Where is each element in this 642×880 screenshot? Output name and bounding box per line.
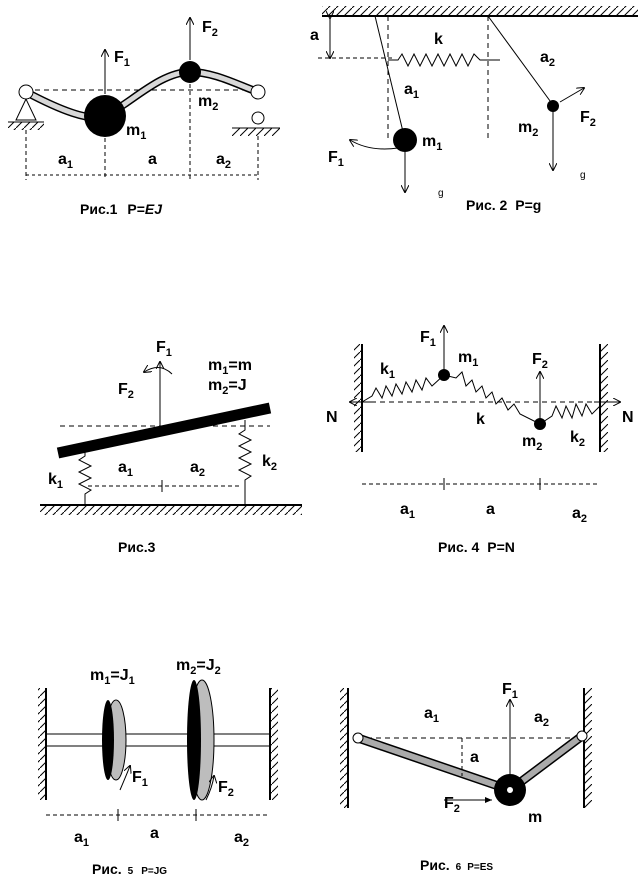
label-F2: $F_2$ [202, 19, 218, 39]
label-k1: $k_1$ [48, 471, 64, 491]
label-m1: $m_1$ [126, 122, 147, 142]
label-g1: g [438, 188, 444, 199]
mass-m2 [534, 418, 546, 430]
mass-m1 [84, 95, 126, 137]
label-m2-eq: $m_2=J$ [208, 377, 247, 397]
label-m: m [528, 809, 543, 826]
label-N-right: N [622, 409, 634, 426]
label-k: k [476, 411, 485, 428]
label-F2: $F_2$ [532, 351, 548, 371]
label-a1: $a_1$ [58, 151, 74, 171]
label-m2: $m_2$ [522, 433, 543, 453]
pendulum-mass-m2 [547, 100, 559, 112]
figure-1 [8, 18, 280, 217]
label-m2: $m_2$ [518, 119, 539, 139]
label-a2: $a_2$ [190, 459, 206, 479]
label-F2: $F_2$ [118, 381, 134, 401]
label-a2: $a_2$ [540, 49, 556, 69]
figure-3 [40, 339, 302, 555]
label-a1: $a_1$ [74, 829, 90, 849]
label-m1-eq: $m_1=m$ [208, 357, 252, 377]
caption-fig3: Рис.3 [118, 539, 156, 555]
label-m1: $m_1$ [458, 349, 479, 369]
label-a: a [148, 151, 157, 168]
label-F2: $F_2$ [218, 779, 234, 799]
label-a2: $a_2$ [534, 709, 550, 729]
disc-1 [102, 700, 126, 780]
label-a: a [150, 825, 159, 842]
label-a2: $a_2$ [216, 151, 232, 171]
label-a: a [310, 27, 319, 44]
spring-k2 [540, 404, 600, 424]
caption-fig6: Рис. 6 P=ES [420, 857, 494, 873]
label-F2: $F_2$ [580, 109, 596, 129]
label-a2: $a_2$ [234, 829, 250, 849]
figure-6 [340, 681, 592, 873]
label-a1: $a_1$ [118, 459, 134, 479]
label-F1: $F_1$ [132, 769, 148, 789]
label-m2-eq: $m_2=J_2$ [176, 657, 221, 677]
mass-m2 [179, 61, 201, 83]
caption-fig2: Рис. 2 P=g [466, 197, 542, 213]
caption-fig1: Рис.1 P=EJ [80, 201, 163, 217]
label-a: a [470, 749, 479, 766]
label-k: k [434, 31, 443, 48]
label-a1: $a_1$ [424, 705, 440, 725]
figure-5 [38, 657, 278, 877]
spring-k1 [362, 375, 444, 402]
label-a1: $a_1$ [404, 81, 420, 101]
label-k2: $k_2$ [262, 453, 278, 473]
label-m1-eq: $m_1=J_1$ [90, 667, 135, 687]
disc-2 [187, 680, 214, 800]
figure-4 [326, 326, 634, 555]
label-F1: $F_1$ [502, 681, 518, 701]
label-a2: $a_2$ [572, 505, 588, 525]
label-N-left: N [326, 409, 338, 426]
left-pin-support [8, 99, 44, 130]
rigid-bar [58, 408, 270, 453]
label-a: a [486, 501, 495, 518]
label-F2: $F_2$ [444, 795, 460, 815]
label-g2: g [580, 170, 586, 181]
caption-fig5: Рис. 5 P=JG [92, 861, 168, 877]
spring-k [444, 372, 540, 424]
label-F1: $F_1$ [114, 49, 130, 69]
spring-k2 [239, 420, 251, 505]
caption-fig4: Рис. 4 P=N [438, 539, 515, 555]
label-F1: $F_1$ [328, 149, 344, 169]
label-F1: $F_1$ [420, 329, 436, 349]
label-k2: $k_2$ [570, 429, 586, 449]
right-roller-support [232, 112, 280, 136]
mass-m1 [438, 369, 450, 381]
label-k1: $k_1$ [380, 361, 396, 381]
label-a1: $a_1$ [400, 501, 416, 521]
spring-k1 [79, 450, 91, 505]
figure-2 [310, 6, 638, 213]
label-m2: $m_2$ [198, 93, 219, 113]
label-m1: $m_1$ [422, 133, 443, 153]
label-F1: $F_1$ [156, 339, 172, 359]
spring-k [388, 54, 500, 66]
